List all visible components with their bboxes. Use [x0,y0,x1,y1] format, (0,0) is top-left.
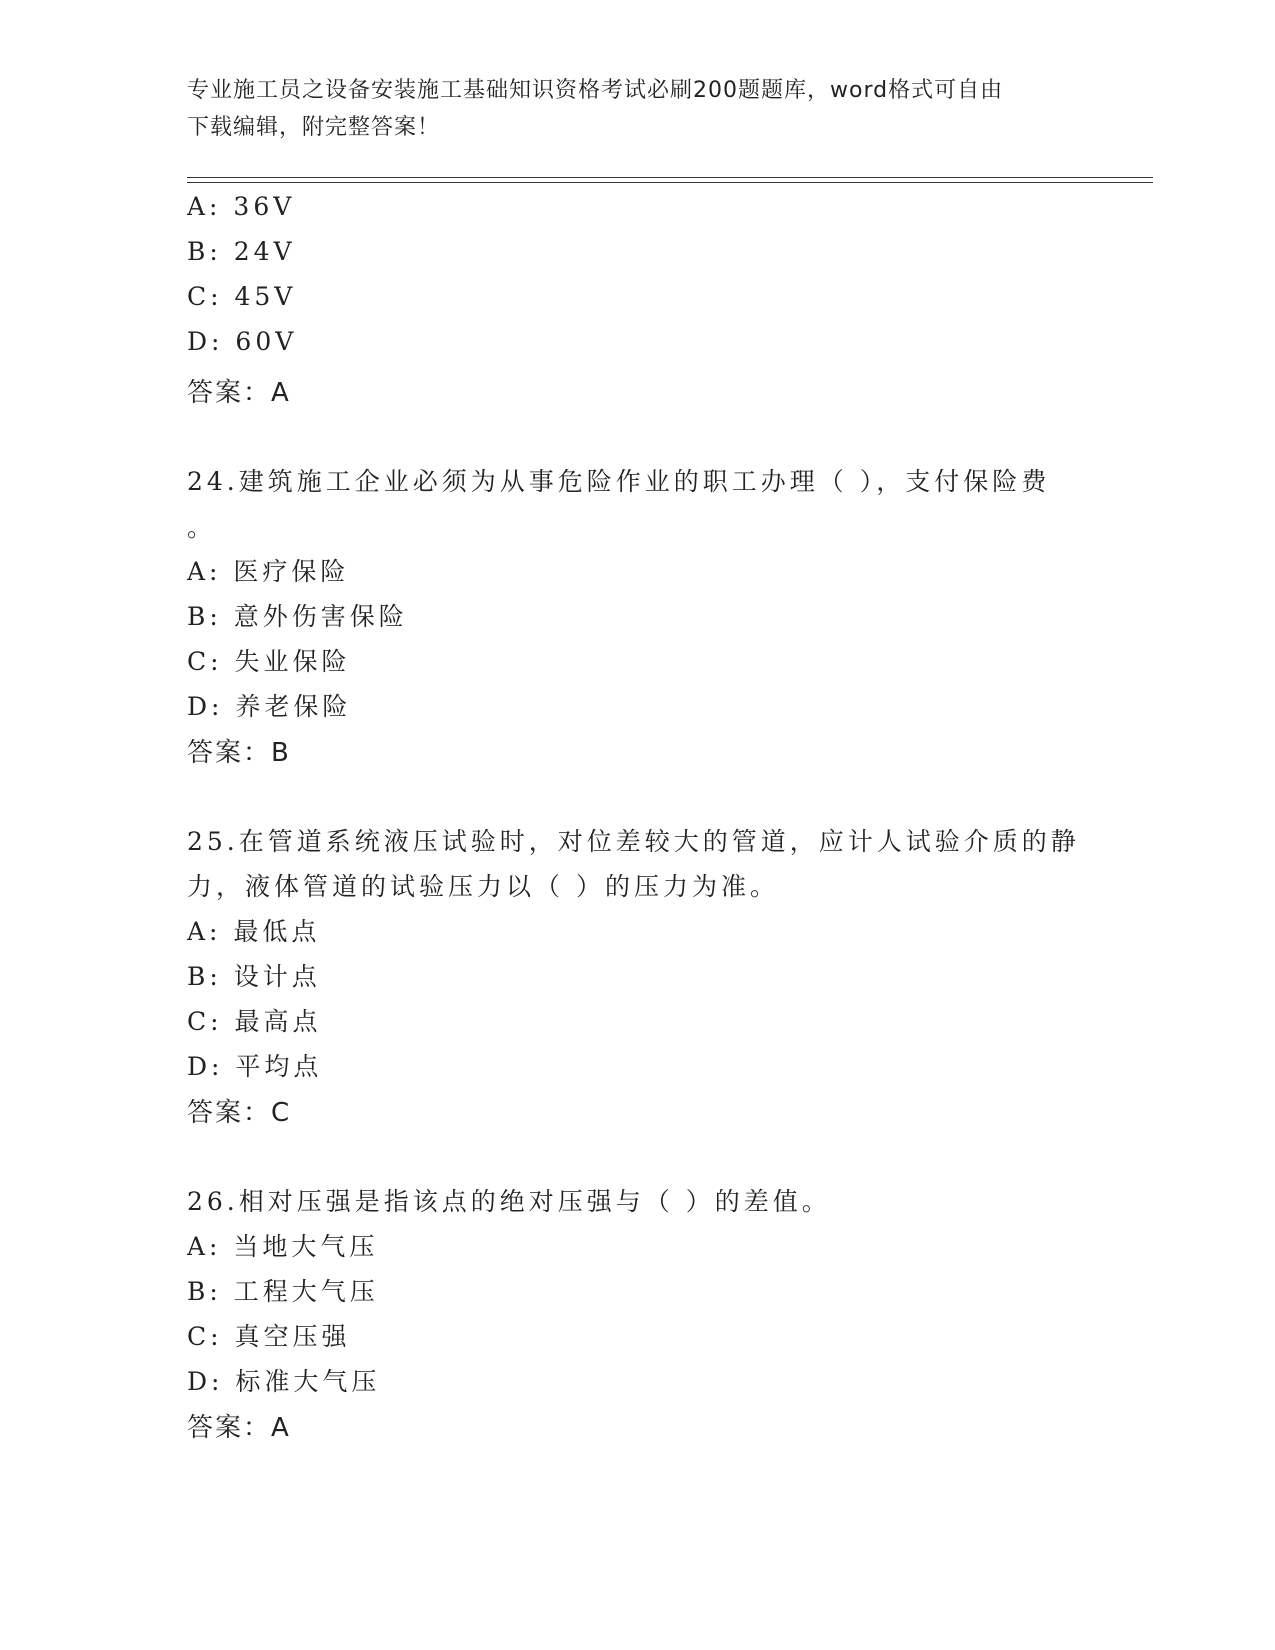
q26-option-b: B: 工程大气压 [187,1277,379,1306]
document-header [187,72,1067,146]
q26-stem-line-1: 26.相对压强是指该点的绝对压强与（ ）的差值。 [187,1187,831,1216]
q25-option-c: C: 最高点 [187,1007,322,1036]
q23-option-a: A: 36V [187,192,296,221]
q23-option-b: B: 24V [187,237,296,266]
q23-option-d: D: 60V [187,327,298,356]
header-line-2: 下载编辑，附完整答案！ [187,115,441,140]
q23-answer: 答案：A [187,378,291,408]
q25-option-b: B: 设计点 [187,962,321,991]
header-rule-top [187,177,1153,178]
q24-option-b: B: 意外伤害保险 [187,602,408,631]
q26-option-a: A: 当地大气压 [187,1232,379,1261]
header-line-1: 专业施工员之设备安装施工基础知识资格考试必刷200题题库，word格式可自由 [187,78,1004,103]
q25-answer: 答案：C [187,1098,292,1128]
q25-stem-line-2: 力，液体管道的试验压力以（ ）的压力为准。 [187,872,779,901]
q24-stem-line-2: 。 [187,513,217,542]
q23-option-c: C: 45V [187,282,297,311]
q24-option-d: D: 养老保险 [187,692,352,721]
q24-option-a: A: 医疗保险 [187,557,350,586]
q24-stem-line-1: 24.建筑施工企业必须为从事危险作业的职工办理（ ），支付保险费 [187,467,1051,496]
q25-stem-line-1: 25.在管道系统液压试验时，对位差较大的管道，应计人试验介质的静 [187,827,1080,856]
q25-option-a: A: 最低点 [187,917,321,946]
q26-option-c: C: 真空压强 [187,1322,351,1351]
q24-answer: 答案：B [187,738,291,768]
q25-option-d: D: 平均点 [187,1052,323,1081]
q26-option-d: D: 标准大气压 [187,1367,381,1396]
q24-option-c: C: 失业保险 [187,647,351,676]
q26-answer: 答案：A [187,1413,291,1443]
header-rule-bottom [187,182,1153,183]
